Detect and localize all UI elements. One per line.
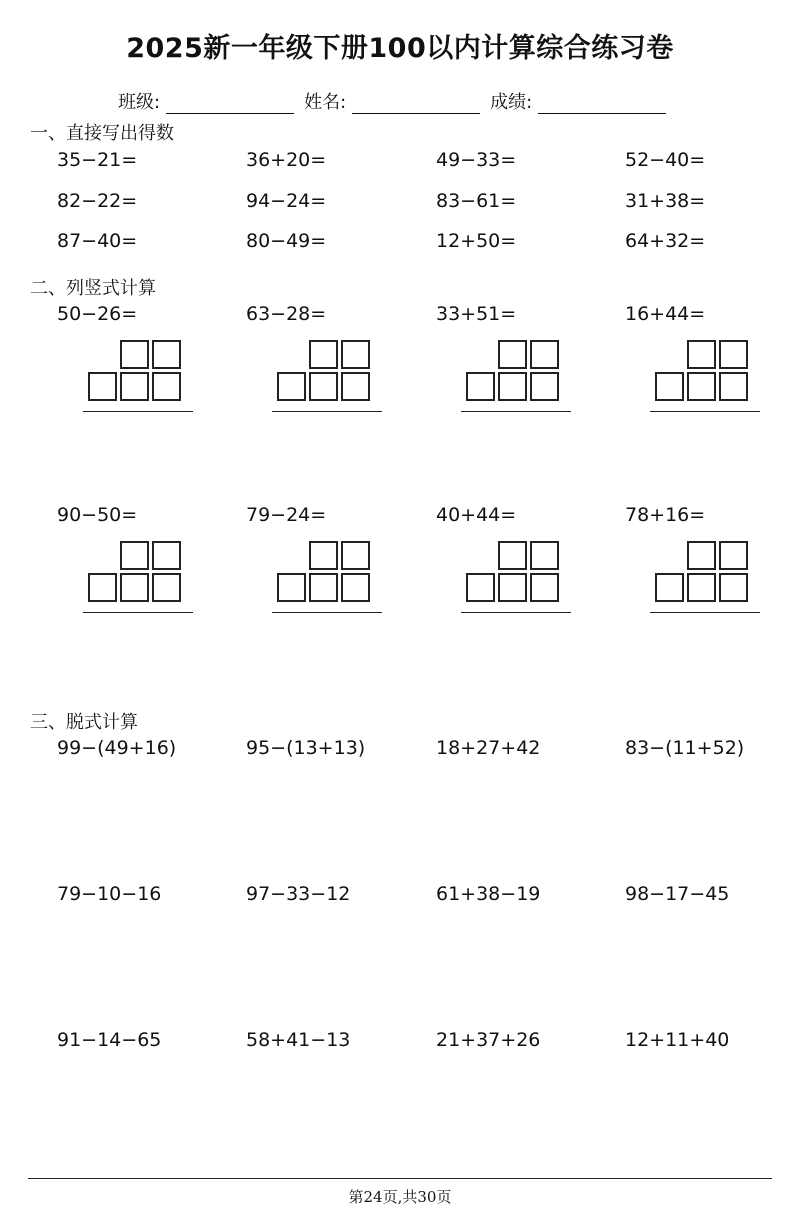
answer-digit-box[interactable] <box>120 372 149 401</box>
answer-digit-box[interactable] <box>466 573 495 602</box>
s1-problem: 12+50= <box>436 230 517 252</box>
answer-digit-box[interactable] <box>498 541 527 570</box>
answer-digit-box[interactable] <box>719 372 748 401</box>
answer-digit-box[interactable] <box>498 340 527 369</box>
s1-problem: 31+38= <box>625 190 706 212</box>
vertical-calc-underline <box>461 612 571 613</box>
s1-problem: 82−22= <box>57 190 138 212</box>
answer-digit-box[interactable] <box>530 340 559 369</box>
s2-problem: 40+44= <box>436 504 517 526</box>
s1-problem: 94−24= <box>246 190 327 212</box>
section-3-title: 三、脱式计算 <box>30 712 138 733</box>
worksheet-title: 2025新一年级下册100以内计算综合练习卷 <box>126 33 674 64</box>
s1-problem: 49−33= <box>436 149 517 171</box>
answer-digit-box[interactable] <box>687 340 716 369</box>
name-blank-line[interactable] <box>352 95 480 114</box>
s3-problem: 58+41−13 <box>246 1029 351 1051</box>
name-label: 姓名: <box>304 92 347 113</box>
vertical-calc-underline <box>461 411 571 412</box>
student-info-row <box>118 88 676 114</box>
answer-digit-box[interactable] <box>687 573 716 602</box>
s3-problem: 83−(11+52) <box>625 737 745 759</box>
score-field[interactable] <box>490 88 666 114</box>
s3-problem: 97−33−12 <box>246 883 351 905</box>
class-label: 班级: <box>118 92 161 113</box>
answer-digit-box[interactable] <box>88 573 117 602</box>
s3-problem: 98−17−45 <box>625 883 730 905</box>
section-1-title: 一、直接写出得数 <box>30 123 174 144</box>
vertical-calc-underline <box>83 411 193 412</box>
name-field[interactable] <box>304 88 480 114</box>
s2-problem: 33+51= <box>436 303 517 325</box>
footer-divider <box>28 1178 772 1179</box>
answer-digit-box[interactable] <box>152 541 181 570</box>
vertical-calc-underline <box>650 612 760 613</box>
answer-digit-box[interactable] <box>277 573 306 602</box>
s1-problem: 80−49= <box>246 230 327 252</box>
s1-problem: 83−61= <box>436 190 517 212</box>
answer-digit-box[interactable] <box>152 372 181 401</box>
answer-digit-box[interactable] <box>687 372 716 401</box>
answer-digit-box[interactable] <box>88 372 117 401</box>
answer-digit-box[interactable] <box>466 372 495 401</box>
section-2-title: 二、列竖式计算 <box>30 278 156 299</box>
answer-digit-box[interactable] <box>152 340 181 369</box>
answer-digit-box[interactable] <box>120 573 149 602</box>
vertical-calc-underline <box>272 612 382 613</box>
s2-problem: 90−50= <box>57 504 138 526</box>
answer-digit-box[interactable] <box>309 372 338 401</box>
answer-digit-box[interactable] <box>719 573 748 602</box>
s3-problem: 18+27+42 <box>436 737 541 759</box>
s2-problem: 16+44= <box>625 303 706 325</box>
answer-digit-box[interactable] <box>719 541 748 570</box>
answer-digit-box[interactable] <box>341 573 370 602</box>
answer-digit-box[interactable] <box>120 541 149 570</box>
score-label: 成绩: <box>490 92 533 113</box>
s2-problem: 79−24= <box>246 504 327 526</box>
s1-problem: 36+20= <box>246 149 327 171</box>
vertical-calc-underline <box>650 411 760 412</box>
s1-problem: 35−21= <box>57 149 138 171</box>
s1-problem: 87−40= <box>57 230 138 252</box>
answer-digit-box[interactable] <box>655 573 684 602</box>
s1-problem: 64+32= <box>625 230 706 252</box>
answer-digit-box[interactable] <box>687 541 716 570</box>
answer-digit-box[interactable] <box>152 573 181 602</box>
answer-digit-box[interactable] <box>530 573 559 602</box>
answer-digit-box[interactable] <box>341 372 370 401</box>
answer-digit-box[interactable] <box>530 541 559 570</box>
s3-problem: 91−14−65 <box>57 1029 162 1051</box>
s3-problem: 95−(13+13) <box>246 737 366 759</box>
s3-problem: 61+38−19 <box>436 883 541 905</box>
answer-digit-box[interactable] <box>309 541 338 570</box>
answer-digit-box[interactable] <box>655 372 684 401</box>
page-number: 第24页,共30页 <box>348 1188 452 1206</box>
s3-problem: 79−10−16 <box>57 883 162 905</box>
answer-digit-box[interactable] <box>719 340 748 369</box>
answer-digit-box[interactable] <box>498 573 527 602</box>
answer-digit-box[interactable] <box>341 340 370 369</box>
vertical-calc-underline <box>272 411 382 412</box>
answer-digit-box[interactable] <box>309 573 338 602</box>
answer-digit-box[interactable] <box>309 340 338 369</box>
s3-problem: 12+11+40 <box>625 1029 730 1051</box>
s3-problem: 21+37+26 <box>436 1029 541 1051</box>
answer-digit-box[interactable] <box>530 372 559 401</box>
class-blank-line[interactable] <box>166 95 294 114</box>
s2-problem: 50−26= <box>57 303 138 325</box>
class-field[interactable] <box>118 88 294 114</box>
s2-problem: 63−28= <box>246 303 327 325</box>
s1-problem: 52−40= <box>625 149 706 171</box>
answer-digit-box[interactable] <box>120 340 149 369</box>
score-blank-line[interactable] <box>538 95 666 114</box>
vertical-calc-underline <box>83 612 193 613</box>
answer-digit-box[interactable] <box>341 541 370 570</box>
answer-digit-box[interactable] <box>498 372 527 401</box>
s3-problem: 99−(49+16) <box>57 737 177 759</box>
answer-digit-box[interactable] <box>277 372 306 401</box>
s2-problem: 78+16= <box>625 504 706 526</box>
